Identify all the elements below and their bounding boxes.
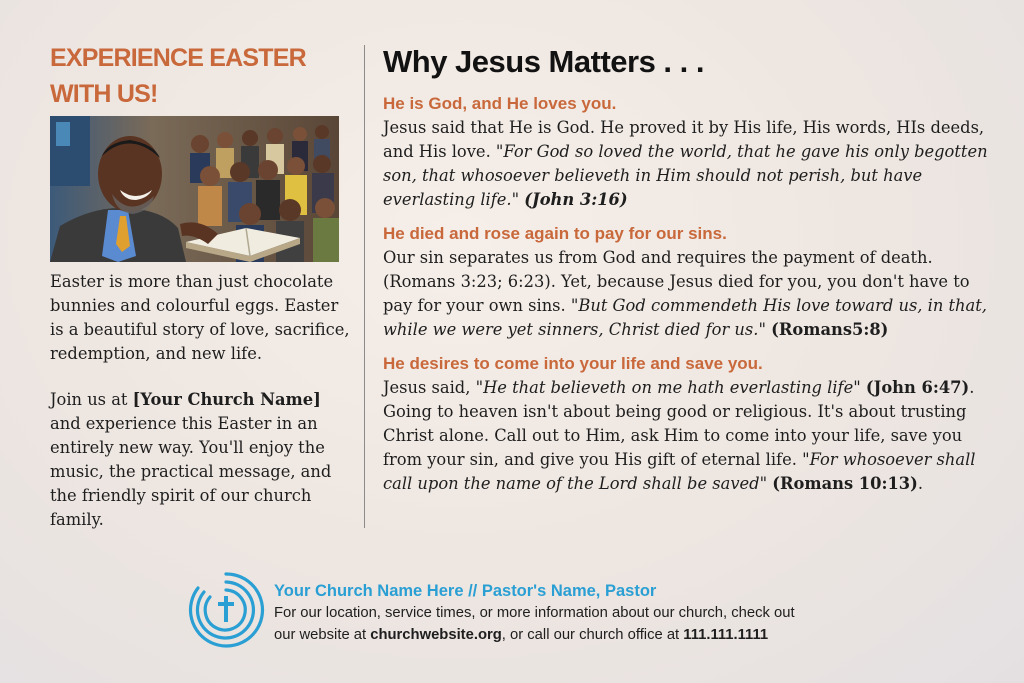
section-2: [383, 222, 993, 342]
section-text: Jesus said, ": [383, 378, 484, 397]
section-3: [383, 352, 993, 496]
invite-text-end: and experience this Easter in an entirely new way. You'll enjoy the music, the practical message, and the friendly spirit of our church family.: [50, 414, 332, 529]
section-heading: He is God, and He loves you.: [383, 94, 617, 113]
photo-illustration: [50, 116, 339, 262]
scripture-reference: (John 6:47): [865, 378, 970, 397]
website-link[interactable]: churchwebsite.org: [370, 627, 502, 643]
church-name-title: Your Church Name Here // Pastor's Name, Pastor: [274, 582, 657, 600]
footer: [186, 570, 946, 650]
scripture-reference: (Romans 10:13): [772, 474, 918, 493]
left-column: [50, 40, 350, 112]
footer-info-line-2: [274, 624, 954, 646]
left-title: [50, 40, 350, 112]
section-text: ": [853, 378, 866, 397]
section-text: Jesus said that He is God. He proved it by His life, His words, HIs deeds, and His love.: [383, 118, 985, 161]
section-text: Our sin separates us from God and requires the payment of death. (Romans 3:23; 6:23). Yet, because Jesus died for you, you don't have to pay for your own sins.: [383, 248, 970, 315]
section-body: [383, 246, 993, 342]
footer-line-text: our website at: [274, 627, 371, 643]
phone-number[interactable]: 111.111.1111: [683, 627, 769, 643]
section-heading: He desires to come into your life and save you.: [383, 354, 763, 373]
section-text: . Going to heaven isn't about being good or religious. It's about trusting Christ alone. Call out to Him, ask Him to come into your life, save you from your sin, and give you His gift of eternal life. ": [383, 378, 975, 469]
scripture-quote: "For God so loved the world, that he gave his only begotten son, that whosoever believeth in Him should not perish, but have everlasting life.": [383, 142, 988, 209]
section-body: [383, 376, 993, 496]
scripture-quote: For whosoever shall call upon the name of the Lord shall be saved: [383, 450, 976, 493]
invite-paragraph: [50, 388, 350, 532]
footer-text: [274, 580, 954, 646]
scripture-reference: (John 3:16): [524, 190, 628, 209]
footer-info-line-1: For our location, service times, or more information about our church, check out: [274, 605, 795, 621]
invite-text-start: Join us at: [50, 390, 133, 409]
footer-line-text: , or call our church office at: [501, 627, 684, 643]
church-name-placeholder: [Your Church Name]: [132, 390, 321, 409]
main-title: Why Jesus Matters . . .: [383, 44, 704, 79]
left-title-line-1: EXPERIENCE EASTER: [50, 44, 306, 72]
cross-circle-logo-icon: [186, 570, 266, 650]
scripture-quote: "But God commendeth His love toward us, in that, while we were yet sinners, Christ died for us.": [383, 296, 987, 339]
scripture-reference: (Romans5:8): [771, 320, 889, 339]
intro-paragraph: Easter is more than just chocolate bunnies and colourful eggs. Easter is a beautiful story of love, sacrifice, redemption, and new life.: [50, 272, 350, 363]
section-heading: He died and rose again to pay for our sins.: [383, 224, 727, 243]
left-title-line-2: WITH US!: [50, 80, 158, 108]
section-body: [383, 116, 993, 212]
section-1: [383, 92, 993, 212]
section-text: .: [917, 474, 924, 493]
column-divider: [364, 45, 365, 528]
church-congregation-photo: [50, 116, 339, 262]
left-body: [50, 270, 350, 532]
scripture-quote: He that believeth on me hath everlasting life: [483, 378, 854, 397]
section-text: ": [759, 474, 773, 493]
right-column: [383, 42, 993, 496]
